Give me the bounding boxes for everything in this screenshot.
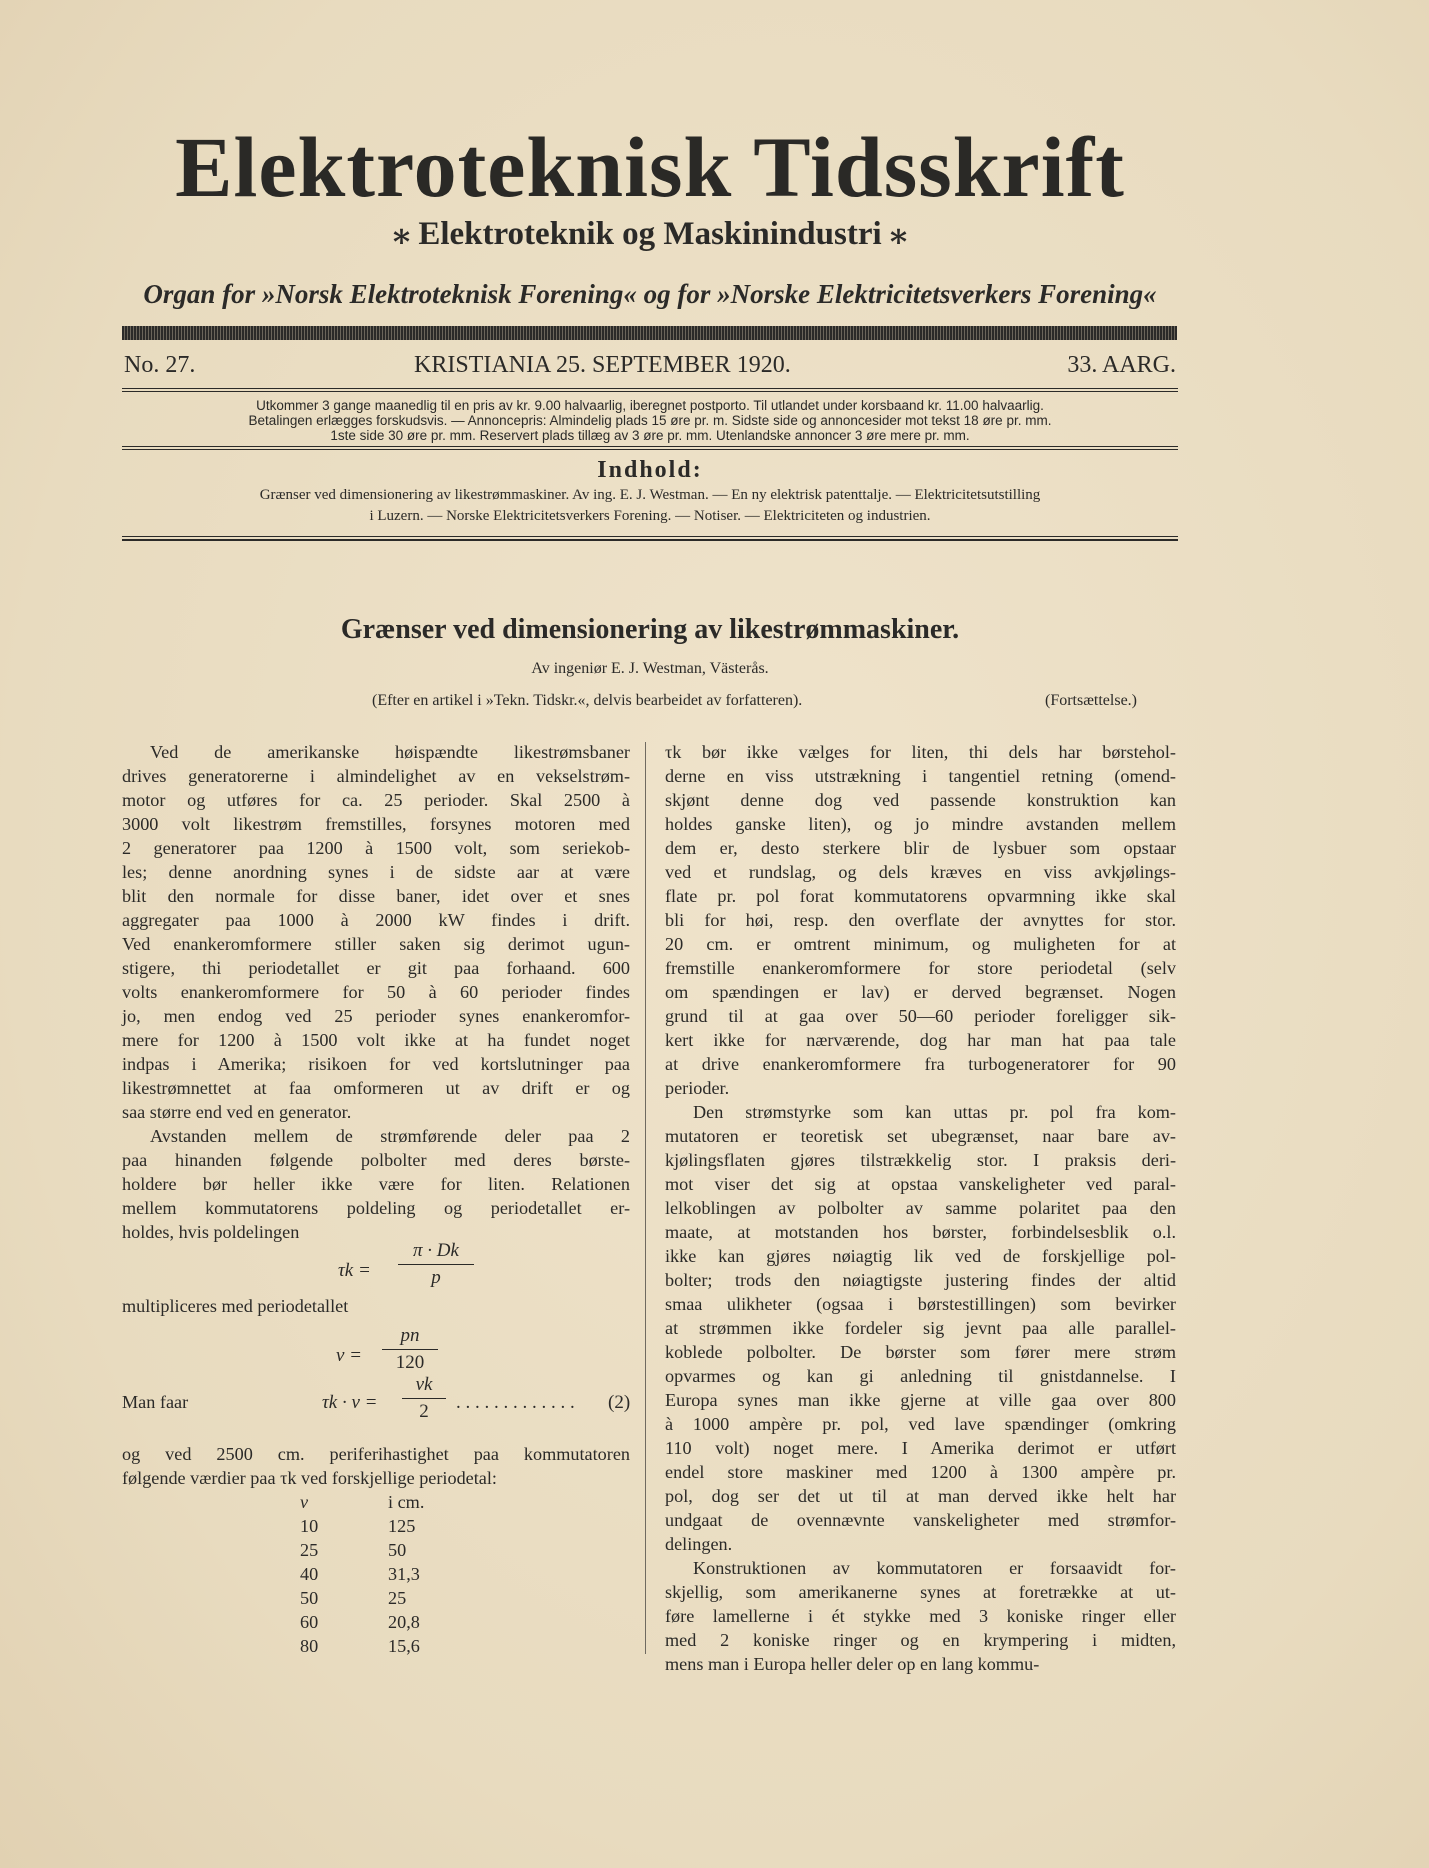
article-continued: (Fortsættelse.) xyxy=(1045,692,1137,709)
text-line: Avstanden mellem de strømførende deler paa 2 xyxy=(150,1126,630,1146)
divider xyxy=(122,539,1178,541)
text-line: føre lamellerne i ét stykke med 3 koniske ringer eller xyxy=(665,1606,1176,1626)
text-line: saa større end ved en generator. xyxy=(122,1102,352,1122)
divider xyxy=(122,388,1178,389)
text-line: opvarmes og kan gi anledning til gnistdannelse. I xyxy=(665,1366,1176,1386)
table-cell: 125 xyxy=(388,1516,416,1536)
contents-list xyxy=(124,485,1176,527)
text-line: drives generatorerne i almindelighet av en vekselstrøm- xyxy=(122,766,630,786)
text-line: stigere, thi periodetallet er git paa forhaand. 600 xyxy=(122,958,630,978)
text-line: mere for 1200 à 1500 volt ikke at ha fundet noget xyxy=(122,1030,630,1050)
formula-denominator: 2 xyxy=(419,1401,429,1422)
text-line: om spændingen er lav) er derved begrænset. Nogen xyxy=(665,982,1176,1002)
paragraph xyxy=(665,1556,1176,1676)
text-line: Konstruktionen av kommutatoren er forsaavidt for- xyxy=(693,1558,1176,1578)
formula-fraction xyxy=(402,1374,446,1423)
text-line: Den strømstyrke som kan uttas pr. pol fra kom- xyxy=(693,1102,1176,1122)
text-line: skjellig, som amerikanerne synes at foretrække at ut- xyxy=(665,1582,1176,1602)
table-cell: 25 xyxy=(300,1540,319,1560)
values-table-grid xyxy=(300,1490,488,1658)
text-line: endel store maskiner med 1200 à 1300 ampère pr. xyxy=(665,1462,1176,1482)
text-line: pol, dog ser det ut til at man derved ikke helt har xyxy=(665,1486,1176,1506)
text-line: ved et rundslag, og dels kræves en viss avkjølings- xyxy=(665,862,1176,882)
text-line: flate pr. pol forat kommutatorens opvarmning ikke skal xyxy=(665,886,1176,906)
text-line: ikke kan gjøres nøiagtig lik ved de forskjellige pol- xyxy=(665,1246,1176,1266)
text-line: 20 cm. er omtrent minimum, og muligheten for at xyxy=(665,934,1176,954)
text-line: 110 volt) noget mere. I Amerika derimot er utført xyxy=(665,1438,1176,1458)
text-line: bli for høi, resp. den overflate der avnyttes for stor. xyxy=(665,910,1176,930)
table-cell: 25 xyxy=(388,1588,407,1608)
formula-denominator: p xyxy=(431,1267,441,1288)
table-cell: 20,8 xyxy=(388,1612,420,1632)
text-line: grund til at gaa over 50—60 perioder foreligger sik- xyxy=(665,1006,1176,1026)
text-line: τk bør ikke vælges for liten, thi dels har børstehol- xyxy=(665,742,1176,762)
text-line: blit den normale for disse baner, idet over et snes xyxy=(122,886,630,906)
text-line: 2 generatorer paa 1200 à 1500 volt, som seriekob- xyxy=(122,838,630,858)
table-cell: 50 xyxy=(388,1540,407,1560)
text-line: følgende værdier paa τk ved forskjellige periodetal: xyxy=(122,1468,497,1488)
table-row xyxy=(300,1586,488,1610)
paragraph xyxy=(665,740,1176,1100)
text-line: mutatoren er teoretisk set ubegrænset, naar bare av- xyxy=(665,1126,1176,1146)
paragraph xyxy=(122,740,630,1124)
left-column xyxy=(122,740,630,1244)
text-line: med 2 koniske ringer og en krympering i midten, xyxy=(665,1630,1176,1650)
table-row xyxy=(300,1610,488,1634)
article-byline: Av ingeniør E. J. Westman, Västerås. xyxy=(531,660,769,677)
text-line: volts enankeromformere for 50 à 60 perioder findes xyxy=(122,982,630,1002)
text-line: bolter; trods den nøiagtigste justering findes der altid xyxy=(665,1270,1176,1290)
formula-numerator: π · Dk xyxy=(398,1240,474,1265)
multiplied-text xyxy=(122,1294,630,1318)
text-line: Europa synes man ikke gjerne at ville gaa over 800 xyxy=(665,1390,1176,1410)
text-line: paa hinanden følgende polbolter med deres børste- xyxy=(122,1150,630,1170)
text-line: lelkoblingen av polbolter av samme polaritet paa den xyxy=(665,1198,1176,1218)
text-line: jo, men endog ved 25 perioder synes enankeromfor- xyxy=(122,1006,630,1026)
right-column xyxy=(665,740,1176,1676)
text-line: kjølingsflaten gjøres tilstrækkelig stor. I praksis deri- xyxy=(665,1150,1176,1170)
masthead-title: Elektroteknisk Tidsskrift xyxy=(175,119,1125,215)
subscription-line: 1ste side 30 øre pr. mm. Reservert plads tillæg av 3 øre pr. mm. Utenlandske annoncer 3 øre mere pr. mm. xyxy=(330,428,970,443)
text-line: skjønt denne dog ved passende konstruktion kan xyxy=(665,790,1176,810)
formula-fraction xyxy=(398,1240,474,1289)
text-line: aggregater paa 1000 à 2000 kW findes i drift. xyxy=(122,910,630,930)
table-cell: 80 xyxy=(300,1636,319,1656)
formula-peripheral-speed xyxy=(322,1374,642,1438)
text-line: koblede polbolter. De børster som fører mere strøm xyxy=(665,1342,1176,1362)
text-line: smaa ulikheter (ogsaa i børstestillingen) som bevirker xyxy=(665,1294,1176,1314)
text-line: multipliceres med periodetallet xyxy=(122,1296,349,1316)
contents-heading: Indhold: xyxy=(597,457,703,483)
text-line: mens man i Europa heller deler op en lang kommu- xyxy=(665,1654,1040,1674)
contents-line: Grænser ved dimensionering av likestrømmaskiner. Av ing. E. J. Westman. — En ny elektrisk patenttalje. — Elektricitetsutstilling xyxy=(259,487,1041,503)
table-header: i cm. xyxy=(388,1492,425,1512)
text-line: à 1000 ampère pr. pol, ved lave spændinger (omkring xyxy=(665,1414,1176,1434)
issue-volume: 33. AARG. xyxy=(1067,352,1176,378)
text-line: Man faar xyxy=(122,1392,189,1412)
masthead-bar xyxy=(122,326,1177,340)
issue-place-date: KRISTIANIA 25. SEPTEMBER 1920. xyxy=(414,352,791,378)
text-line: at strømmen ikke fordeler sig jevnt paa alle parallel- xyxy=(665,1318,1176,1338)
table-header: ν xyxy=(300,1492,309,1512)
text-line: holdes, hvis poldelingen xyxy=(122,1222,300,1242)
table-cell: 50 xyxy=(300,1588,319,1608)
text-line: og ved 2500 cm. periferihastighet paa kommutatoren xyxy=(122,1444,630,1464)
text-line: mellem kommutatorens poldeling og periodetallet er- xyxy=(122,1198,630,1218)
issue-number: No. 27. xyxy=(124,352,196,378)
text-line: Ved de amerikanske høispændte likestrømsbaner xyxy=(150,742,630,762)
divider xyxy=(122,391,1178,392)
text-line: holdere bør heller ikke være for liten. Relationen xyxy=(122,1174,630,1194)
after-formula-text xyxy=(122,1442,630,1490)
masthead-subtitle: ⁎ Elektroteknik og Maskinindustri ⁎ xyxy=(392,216,908,252)
divider xyxy=(122,536,1178,537)
formula-denominator: 120 xyxy=(395,1352,425,1373)
subscription-line: Utkommer 3 gange maanedlig til en pris av kr. 9.00 halvaarlig, iberegnet postporto. Til utlandet under korsbaand kr. 11.00 halvaarlig. xyxy=(256,398,1044,413)
formula-numerator: vk xyxy=(402,1374,446,1399)
table-cell: 40 xyxy=(300,1564,319,1584)
paragraph xyxy=(122,1124,630,1244)
text-line: at drive enankeromformere fra turbogeneratorer for 90 xyxy=(665,1054,1176,1074)
text-line: Ved enankeromformere stiller saken sig derimot ugun- xyxy=(122,934,630,954)
text-line: maate, at motstanden hos børster, forbindelsesblik o.l. xyxy=(665,1222,1176,1242)
table-row xyxy=(300,1538,488,1562)
article-title: Grænser ved dimensionering av likestrømmaskiner. xyxy=(340,614,960,645)
text-line: derne en viss utstrækning i tangentiel retning (omend- xyxy=(665,766,1176,786)
table-row xyxy=(300,1562,488,1586)
text-line: perioder. xyxy=(665,1078,730,1098)
contents-line: i Luzern. — Norske Elektricitetsverkers Forening. — Notiser. — Elektriciteten og industrien. xyxy=(369,508,931,524)
formula-lhs: ν = xyxy=(336,1345,363,1366)
divider xyxy=(122,446,1178,447)
formula-dots: . . . . . . . . . . . . . xyxy=(456,1392,575,1413)
table-header-row xyxy=(300,1490,488,1514)
column-separator xyxy=(645,742,646,1654)
issue-row xyxy=(124,346,1176,384)
table-cell: 15,6 xyxy=(388,1636,420,1656)
formula-fraction xyxy=(382,1325,438,1374)
text-line: 3000 volt likestrøm fremstilles, forsynes motoren med xyxy=(122,814,630,834)
paragraph xyxy=(665,1100,1176,1556)
text-line: delingen. xyxy=(665,1534,733,1554)
formula-lhs: τk · ν = xyxy=(322,1392,378,1413)
organ-line: Organ for »Norsk Elektroteknisk Forening« og for »Norske Elektricitetsverkers Forening« xyxy=(143,279,1157,309)
formula-reference: (2) xyxy=(608,1392,631,1413)
text-line: holdes ganske liten), og jo mindre avstanden mellem xyxy=(665,814,1176,834)
text-line: les; denne anordning synes i de sidste aar at være xyxy=(122,862,630,882)
text-line: likestrømnettet at faa omformeren ut av drift er og xyxy=(122,1078,630,1098)
man-faar xyxy=(122,1390,262,1414)
text-line: undgaat de ovennævnte vanskeligheter med strømfor- xyxy=(665,1510,1176,1530)
text-line: mot viser det sig at opstaa vanskeligheter ved paral- xyxy=(665,1174,1176,1194)
table-cell: 10 xyxy=(300,1516,319,1536)
table-cell: 31,3 xyxy=(388,1564,420,1584)
article-source-note: (Efter en artikel i »Tekn. Tidskr.«, delvis bearbeidet av forfatteren). xyxy=(372,692,803,709)
table-row xyxy=(300,1634,488,1658)
divider xyxy=(122,449,1178,450)
formula-lhs: τk = xyxy=(338,1260,371,1281)
text-line: fremstille enankeromformere for store periodetal (selv xyxy=(665,958,1176,978)
subscription-line: Betalingen erlægges forskudsvis. — Annoncepris: Almindelig plads 15 øre pr. m. Sidste side og annoncesider mot tekst 18 øre pr. mm. xyxy=(248,413,1052,428)
values-table xyxy=(300,1490,488,1658)
table-row xyxy=(300,1514,488,1538)
table-cell: 60 xyxy=(300,1612,319,1632)
formula-numerator: pn xyxy=(382,1325,438,1350)
subscription-info xyxy=(124,398,1176,443)
text-line: dem er, desto sterkere blir de lysbuer som opstaar xyxy=(665,838,1176,858)
text-line: kert ikke for nærværende, dog har man hat paa tale xyxy=(665,1030,1176,1050)
text-line: indpas i Amerika; risikoen for ved kortslutninger paa xyxy=(122,1054,630,1074)
text-line: motor og utføres for ca. 25 perioder. Skal 2500 à xyxy=(122,790,630,810)
